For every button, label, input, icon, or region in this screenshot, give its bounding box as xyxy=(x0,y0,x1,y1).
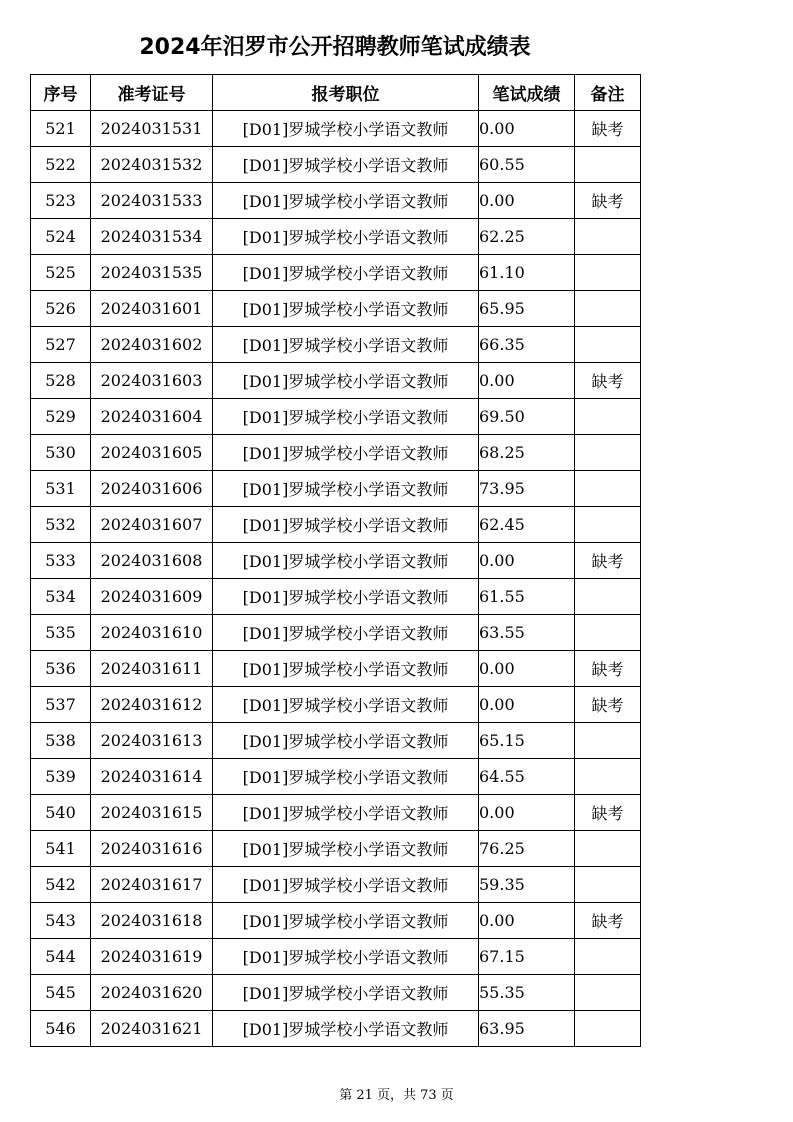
serial-cell: 522 xyxy=(31,147,91,183)
note-cell xyxy=(575,723,641,759)
table-row xyxy=(31,903,641,939)
serial-cell: 527 xyxy=(31,327,91,363)
serial-cell: 521 xyxy=(31,111,91,147)
note-cell: 缺考 xyxy=(575,903,641,939)
note-cell: 缺考 xyxy=(575,111,641,147)
score-cell: 69.50 xyxy=(479,399,575,435)
column-header-exam-id: 准考证号 xyxy=(91,75,213,111)
serial-cell: 526 xyxy=(31,291,91,327)
note-cell: 缺考 xyxy=(575,651,641,687)
position-cell: [D01]罗城学校小学语文教师 xyxy=(213,219,479,255)
note-cell xyxy=(575,507,641,543)
note-cell xyxy=(575,615,641,651)
table-row xyxy=(31,471,641,507)
scores-table xyxy=(30,74,641,1047)
note-cell xyxy=(575,399,641,435)
position-cell: [D01]罗城学校小学语文教师 xyxy=(213,939,479,975)
position-cell: [D01]罗城学校小学语文教师 xyxy=(213,975,479,1011)
exam-id-cell: 2024031610 xyxy=(91,615,213,651)
score-cell: 61.10 xyxy=(479,255,575,291)
position-cell: [D01]罗城学校小学语文教师 xyxy=(213,651,479,687)
note-cell xyxy=(575,759,641,795)
column-header-note: 备注 xyxy=(575,75,641,111)
table-row xyxy=(31,795,641,831)
note-cell xyxy=(575,579,641,615)
position-cell: [D01]罗城学校小学语文教师 xyxy=(213,471,479,507)
score-cell: 0.00 xyxy=(479,111,575,147)
note-cell: 缺考 xyxy=(575,543,641,579)
exam-id-cell: 2024031616 xyxy=(91,831,213,867)
table-row xyxy=(31,219,641,255)
exam-id-cell: 2024031603 xyxy=(91,363,213,399)
table-row xyxy=(31,291,641,327)
column-header-serial: 序号 xyxy=(31,75,91,111)
position-cell: [D01]罗城学校小学语文教师 xyxy=(213,867,479,903)
note-cell xyxy=(575,219,641,255)
note-cell xyxy=(575,831,641,867)
serial-cell: 524 xyxy=(31,219,91,255)
position-cell: [D01]罗城学校小学语文教师 xyxy=(213,795,479,831)
serial-cell: 528 xyxy=(31,363,91,399)
note-cell: 缺考 xyxy=(575,795,641,831)
position-cell: [D01]罗城学校小学语文教师 xyxy=(213,507,479,543)
serial-cell: 530 xyxy=(31,435,91,471)
exam-id-cell: 2024031533 xyxy=(91,183,213,219)
serial-cell: 545 xyxy=(31,975,91,1011)
serial-cell: 523 xyxy=(31,183,91,219)
note-cell xyxy=(575,255,641,291)
serial-cell: 529 xyxy=(31,399,91,435)
position-cell: [D01]罗城学校小学语文教师 xyxy=(213,147,479,183)
serial-cell: 535 xyxy=(31,615,91,651)
exam-id-cell: 2024031609 xyxy=(91,579,213,615)
table-row xyxy=(31,399,641,435)
serial-cell: 533 xyxy=(31,543,91,579)
serial-cell: 531 xyxy=(31,471,91,507)
score-cell: 62.45 xyxy=(479,507,575,543)
note-cell xyxy=(575,1011,641,1047)
table-row xyxy=(31,687,641,723)
exam-id-cell: 2024031531 xyxy=(91,111,213,147)
exam-id-cell: 2024031532 xyxy=(91,147,213,183)
note-cell xyxy=(575,471,641,507)
position-cell: [D01]罗城学校小学语文教师 xyxy=(213,579,479,615)
position-cell: [D01]罗城学校小学语文教师 xyxy=(213,111,479,147)
position-cell: [D01]罗城学校小学语文教师 xyxy=(213,1011,479,1047)
score-cell: 65.95 xyxy=(479,291,575,327)
table-row xyxy=(31,867,641,903)
score-cell: 0.00 xyxy=(479,363,575,399)
score-cell: 68.25 xyxy=(479,435,575,471)
serial-cell: 539 xyxy=(31,759,91,795)
score-cell: 62.25 xyxy=(479,219,575,255)
score-cell: 76.25 xyxy=(479,831,575,867)
position-cell: [D01]罗城学校小学语文教师 xyxy=(213,759,479,795)
table-row xyxy=(31,435,641,471)
note-cell xyxy=(575,147,641,183)
position-cell: [D01]罗城学校小学语文教师 xyxy=(213,435,479,471)
note-cell: 缺考 xyxy=(575,687,641,723)
table-row xyxy=(31,759,641,795)
exam-id-cell: 2024031613 xyxy=(91,723,213,759)
serial-cell: 542 xyxy=(31,867,91,903)
score-cell: 65.15 xyxy=(479,723,575,759)
score-cell: 63.55 xyxy=(479,615,575,651)
note-cell: 缺考 xyxy=(575,183,641,219)
serial-cell: 538 xyxy=(31,723,91,759)
score-cell: 0.00 xyxy=(479,651,575,687)
table-row xyxy=(31,507,641,543)
position-cell: [D01]罗城学校小学语文教师 xyxy=(213,291,479,327)
table-row xyxy=(31,327,641,363)
exam-id-cell: 2024031534 xyxy=(91,219,213,255)
position-cell: [D01]罗城学校小学语文教师 xyxy=(213,543,479,579)
table-row xyxy=(31,111,641,147)
score-cell: 61.55 xyxy=(479,579,575,615)
exam-id-cell: 2024031535 xyxy=(91,255,213,291)
serial-cell: 525 xyxy=(31,255,91,291)
exam-id-cell: 2024031619 xyxy=(91,939,213,975)
score-cell: 64.55 xyxy=(479,759,575,795)
table-row xyxy=(31,939,641,975)
serial-cell: 537 xyxy=(31,687,91,723)
position-cell: [D01]罗城学校小学语文教师 xyxy=(213,255,479,291)
note-cell xyxy=(575,975,641,1011)
note-cell xyxy=(575,939,641,975)
exam-id-cell: 2024031606 xyxy=(91,471,213,507)
serial-cell: 541 xyxy=(31,831,91,867)
serial-cell: 544 xyxy=(31,939,91,975)
position-cell: [D01]罗城学校小学语文教师 xyxy=(213,903,479,939)
exam-id-cell: 2024031612 xyxy=(91,687,213,723)
exam-id-cell: 2024031607 xyxy=(91,507,213,543)
score-cell: 67.15 xyxy=(479,939,575,975)
column-header-score: 笔试成绩 xyxy=(479,75,575,111)
exam-id-cell: 2024031621 xyxy=(91,1011,213,1047)
note-cell xyxy=(575,327,641,363)
exam-id-cell: 2024031620 xyxy=(91,975,213,1011)
table-row xyxy=(31,831,641,867)
exam-id-cell: 2024031608 xyxy=(91,543,213,579)
score-cell: 73.95 xyxy=(479,471,575,507)
score-cell: 63.95 xyxy=(479,1011,575,1047)
table-row xyxy=(31,651,641,687)
note-cell xyxy=(575,435,641,471)
position-cell: [D01]罗城学校小学语文教师 xyxy=(213,831,479,867)
serial-cell: 543 xyxy=(31,903,91,939)
position-cell: [D01]罗城学校小学语文教师 xyxy=(213,399,479,435)
score-cell: 0.00 xyxy=(479,795,575,831)
score-cell: 0.00 xyxy=(479,543,575,579)
score-cell: 0.00 xyxy=(479,183,575,219)
exam-id-cell: 2024031611 xyxy=(91,651,213,687)
column-header-position: 报考职位 xyxy=(213,75,479,111)
table-header-row xyxy=(31,75,641,111)
serial-cell: 536 xyxy=(31,651,91,687)
exam-id-cell: 2024031618 xyxy=(91,903,213,939)
exam-id-cell: 2024031617 xyxy=(91,867,213,903)
score-cell: 66.35 xyxy=(479,327,575,363)
score-cell: 60.55 xyxy=(479,147,575,183)
note-cell: 缺考 xyxy=(575,363,641,399)
position-cell: [D01]罗城学校小学语文教师 xyxy=(213,615,479,651)
position-cell: [D01]罗城学校小学语文教师 xyxy=(213,183,479,219)
serial-cell: 546 xyxy=(31,1011,91,1047)
table-row xyxy=(31,543,641,579)
exam-id-cell: 2024031614 xyxy=(91,759,213,795)
table-row xyxy=(31,579,641,615)
serial-cell: 534 xyxy=(31,579,91,615)
table-row xyxy=(31,615,641,651)
table-row xyxy=(31,183,641,219)
exam-id-cell: 2024031602 xyxy=(91,327,213,363)
score-cell: 0.00 xyxy=(479,903,575,939)
position-cell: [D01]罗城学校小学语文教师 xyxy=(213,723,479,759)
serial-cell: 532 xyxy=(31,507,91,543)
page-title: 2024年汨罗市公开招聘教师笔试成绩表 xyxy=(139,35,531,60)
exam-id-cell: 2024031601 xyxy=(91,291,213,327)
table-row xyxy=(31,723,641,759)
note-cell xyxy=(575,291,641,327)
score-cell: 0.00 xyxy=(479,687,575,723)
serial-cell: 540 xyxy=(31,795,91,831)
exam-id-cell: 2024031604 xyxy=(91,399,213,435)
table-row xyxy=(31,975,641,1011)
table-row xyxy=(31,363,641,399)
position-cell: [D01]罗城学校小学语文教师 xyxy=(213,687,479,723)
table-row xyxy=(31,1011,641,1047)
score-cell: 55.35 xyxy=(479,975,575,1011)
table-row xyxy=(31,255,641,291)
page-footer: 第 21 页，共 73 页 xyxy=(339,1088,454,1103)
table-body xyxy=(31,111,641,1047)
position-cell: [D01]罗城学校小学语文教师 xyxy=(213,327,479,363)
exam-id-cell: 2024031605 xyxy=(91,435,213,471)
note-cell xyxy=(575,867,641,903)
position-cell: [D01]罗城学校小学语文教师 xyxy=(213,363,479,399)
table-row xyxy=(31,147,641,183)
score-cell: 59.35 xyxy=(479,867,575,903)
exam-id-cell: 2024031615 xyxy=(91,795,213,831)
